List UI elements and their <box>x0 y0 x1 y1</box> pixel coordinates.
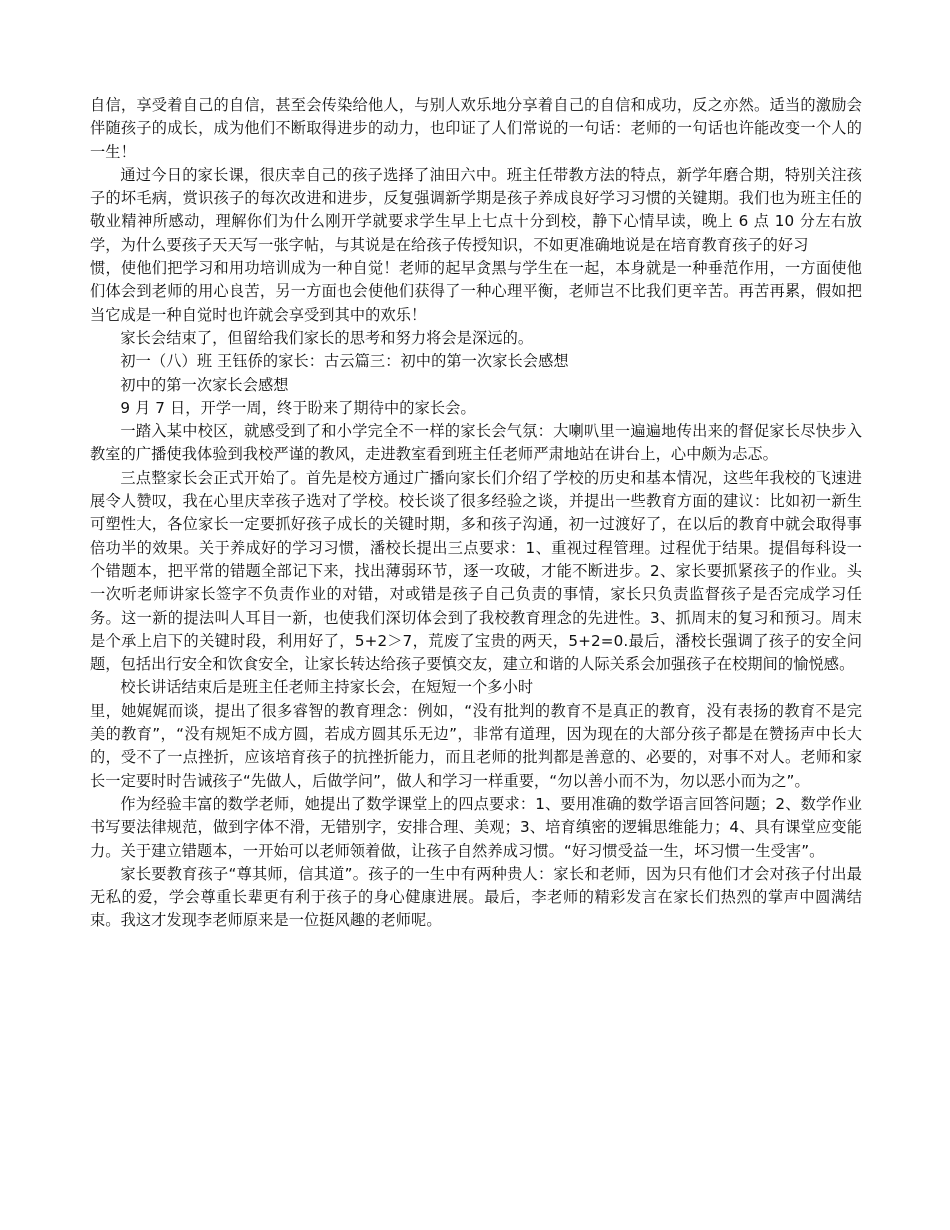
paragraph-1: 自信，享受着自己的自信，甚至会传染给他人，与别人欢乐地分享着自己的自信和成功，反之亦然。适当的激励会伴随孩子的成长，成为他们不断取得进步的动力，也印证了人们常说的一句话：老师的一句话也许能改变一个人的一生！ <box>90 96 862 161</box>
paragraph-5: 初一（八）班 王钰侨的家长：古云篇三：初中的第一次家长会感想 <box>120 352 569 371</box>
paragraph-12: 作为经验丰富的数学老师，她提出了数学课堂上的四点要求：1、要用准确的数学语言回答问题；2、数学作业书写要法律规范，做到字体不滑，无错别字，安排合理、美观；3、培育缜密的逻辑思维能力；4、具有课堂应变能力。关于建立错题本，一开始可以老师领着做，让孩子自然养成习惯。“好习惯受益一生，坏习惯一生受害”。 <box>90 794 862 860</box>
paragraph-13: 家长要教育孩子“尊其师，信其道”。孩子的一生中有两种贵人：家长和老师，因为只有他们才会对孩子付出最无私的爱，学会尊重长辈更有利于孩子的身心健康进展。最后，李老师的精彩发言在家长们热烈的掌声中圆满结束。我这才发现李老师原来是一位挺风趣的老师呢。 <box>90 864 862 930</box>
paragraph-3: 惯，使他们把学习和用功培训成为一种自觉！老师的起早贪黑与学生在一起，本身就是一种垂范作用，一方面使他们体会到老师的用心良苦，另一方面也会使他们获得了一种心理平衡，老师岂不比我们更辛苦。再苦再累，假如把当它成是一种自觉时也许就会享受到其中的欢乐！ <box>90 259 862 324</box>
paragraph-9: 三点整家长会正式开始了。首先是校方通过广播向家长们介绍了学校的历史和基本情况，这些年我校的飞速进展令人赞叹，我在心里庆幸孩子选对了学校。校长谈了很多经验之谈，并提出一些教育方面的建议：比如初一新生可塑性大，各位家长一定要抓好孩子成长的关键时期，多和孩子沟通，初一过渡好了，在以后的教育中就会取得事倍功半的效果。关于养成好的学习习惯，潘校长提出三点要求：1、重视过程管理。过程优于结果。提倡每科设一个错题本，把平常的错题全部记下来，找出薄弱环节，逐一攻破，才能不断进步。2、家长要抓紧孩子的作业。头一次听老师讲家长签字不负责作业的对错，对或错是孩子自己负责的事情，家长只负责监督孩子是否完成学习任务。这一新的提法叫人耳目一新，也使我们深切体会到了我校教育理念的先进性。3、抓周末的复习和预习。周末是个承上启下的关键时段，利用好了，5+2＞7，荒废了宝贵的两天，5+2=0.最后，潘校长强调了孩子的安全问题，包括出行安全和饮食安全，让家长转达给孩子要慎交友，建立和谐的人际关系会加强孩子在校期间的愉悦感。 <box>90 468 862 674</box>
document-page <box>90 94 862 933</box>
paragraph-10: 校长讲话结束后是班主任老师主持家长会，在短短一个多小时 <box>120 678 534 697</box>
paragraph-8: 一踏入某中校区，就感受到了和小学完全不一样的家长会气氛：大喇叭里一遍遍地传出来的督促家长尽快步入教室的广播使我体验到我校严谨的教风，走进教室看到班主任老师严肃地站在讲台上，心中颇为忐忑。 <box>90 422 862 464</box>
paragraph-11: 里，她娓娓而谈，提出了很多睿智的教育理念：例如，“没有批判的教育不是真正的教育，没有表扬的教育不是完美的教育”，“没有规矩不成方圆，若成方圆其乐无边”，非常有道理，因为现在的大部分孩子都是在赞扬声中长大的，受不了一点挫折，应该培育孩子的抗挫折能力，而且老师的批判都是善意的、必要的，对事不对人。老师和家长一定要时时告诫孩子“先做人，后做学问”，做人和学习一样重要，“勿以善小而不为，勿以恶小而为之”。 <box>90 701 862 790</box>
paragraph-4: 家长会结束了，但留给我们家长的思考和努力将会是深远的。 <box>120 328 534 347</box>
paragraph-7: 9 月 7 日，开学一周，终于盼来了期待中的家长会。 <box>120 398 476 417</box>
paragraph-2: 通过今日的家长课，很庆幸自己的孩子选择了油田六中。班主任带教方法的特点，新学年磨合期，特别关注孩子的坏毛病，赏识孩子的每次改进和进步，反复强调新学期是孩子养成良好学习习惯的关键期。我们也为班主任的敬业精神所感动，理解你们为什么刚开学就要求学生早上七点十分到校，静下心情早读，晚上 6 点 10 分左右放学，为什么要孩子天天写一张字帖，与其说是在给孩子传授知识，不如更准确地说是在培育教育孩子的好习 <box>90 165 862 254</box>
paragraph-6: 初中的第一次家长会感想 <box>120 375 289 394</box>
